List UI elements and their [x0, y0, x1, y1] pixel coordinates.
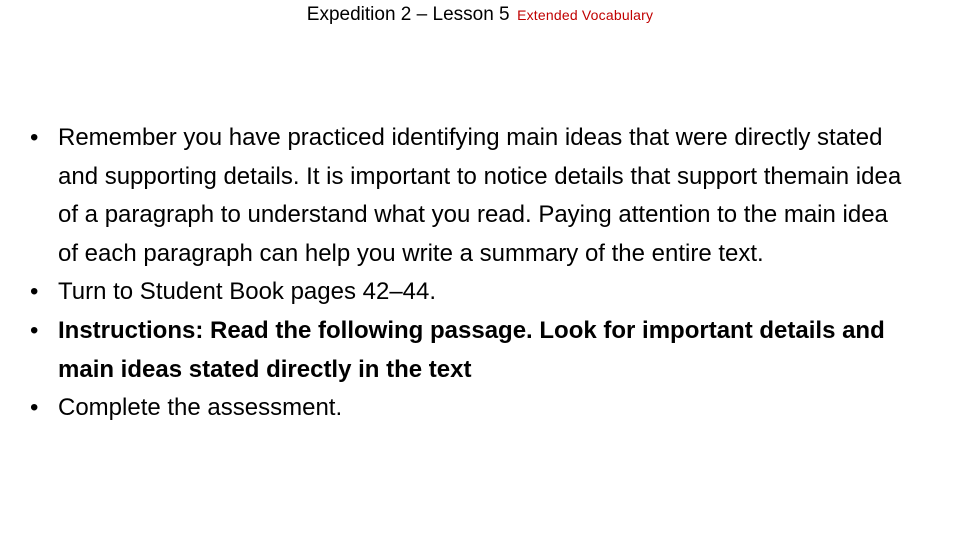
- bullet-marker: •: [30, 124, 39, 151]
- bullet-marker: •: [30, 316, 39, 344]
- bullet-item: [30, 119, 910, 273]
- bullet-text: Instructions: Read the following passage. Look for important details and main ideas stated directly in the text: [58, 316, 885, 383]
- slide-title: [0, 4, 960, 27]
- bullet-text: Remember you have practiced identifying main ideas that were directly stated and supporting details. It is important to notice details that support themain idea of a paragraph to understand what you read. Paying attention to the main idea of each paragraph can help you write a summary of the entire text.: [58, 124, 902, 267]
- bullet-list: [30, 119, 910, 428]
- bullet-item: [30, 273, 910, 312]
- bullet-item: [30, 389, 910, 428]
- bullet-text: Complete the assessment.: [58, 394, 343, 422]
- bullet-text: Turn to Student Book pages 42–44.: [58, 278, 437, 306]
- bullet-marker: •: [30, 278, 39, 306]
- title-main: Expedition 2 – Lesson 5: [306, 4, 510, 25]
- bullet-marker: •: [30, 394, 39, 422]
- bullet-item: [30, 312, 910, 389]
- title-subtitle: Extended Vocabulary: [517, 7, 654, 23]
